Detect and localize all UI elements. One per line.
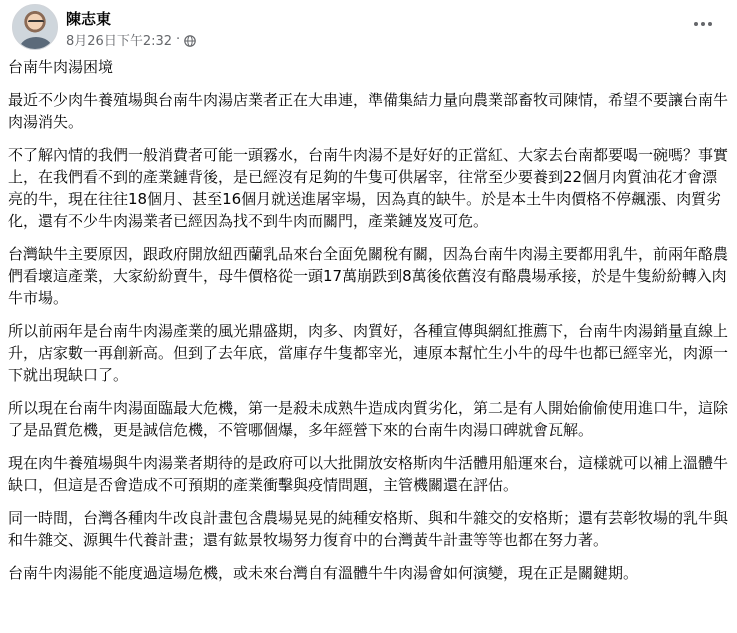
more-dots-icon	[693, 21, 713, 27]
post-paragraph: 同一時間，台灣各種肉牛改良計畫包含農場晃晃的純種安格斯、與和牛雜交的安格斯；還有芸彰牧場的乳牛與和牛雜交、源興牛代養計畫；還有鈜景牧場努力復育中的台灣黃牛計畫等等也都在努力著。	[8, 509, 729, 549]
post-paragraph: 台南牛肉湯能不能度過這場危機，或未來台灣自有溫體牛牛肉湯會如何演變，現在正是關鍵期。	[8, 564, 639, 582]
post-header	[8, 0, 729, 56]
avatar-shoulders	[20, 37, 52, 50]
post-meta	[66, 30, 196, 49]
more-options-button[interactable]	[685, 6, 721, 42]
post-paragraph: 台灣缺牛主要原因，跟政府開放紐西蘭乳品來台全面免關稅有關，因為台南牛肉湯主要都用乳牛，前兩年酪農們看壞這產業，大家紛紛賣牛，母牛價格從一頭17萬崩跌到8萬後依舊沒有酪農場承接，於是牛隻紛紛轉入肉牛市場。	[8, 245, 729, 307]
post-timestamp[interactable]: 8月26日下午2:32	[66, 34, 173, 49]
avatar-glasses	[28, 20, 44, 27]
meta-separator: ·	[176, 32, 181, 47]
post-paragraph-title: 台南牛肉湯困境	[8, 58, 114, 76]
post-paragraph: 最近不少肉牛養殖場與台南牛肉湯店業者正在大串連，準備集結力量向農業部畜牧司陳情，希望不要讓台南牛肉湯消失。	[8, 91, 729, 131]
post-paragraph: 不了解內情的我們一般消費者可能一頭霧水，台南牛肉湯不是好好的正當紅、大家去台南都要喝一碗嗎？事實上，在我們看不到的產業鏈背後，是已經沒有足夠的牛隻可供屠宰，往常至少要養到22個月肉質油花才會漂亮的牛，現在往往18個月、甚至16個月就送進屠宰場，因為真的缺牛。於是本土牛肉價格不停飆漲、肉質劣化，還有不少牛肉湯業者已經因為找不到牛肉而關門，產業鏈岌岌可危。	[8, 146, 729, 230]
post-paragraph: 現在肉牛養殖場與牛肉湯業者期待的是政府可以大批開放安格斯肉牛活體用船運來台，這樣就可以補上溫體牛缺口，但這是否會造成不可預期的產業衝擊與疫情問題，主管機關還在評估。	[8, 454, 729, 494]
post-paragraph: 所以現在台南牛肉湯面臨最大危機，第一是殺未成熟牛造成肉質劣化，第二是有人開始偷偷使用進口牛，這除了是品質危機，更是誠信危機，不管哪個爆，多年經營下來的台南牛肉湯口碑就會瓦解。	[8, 399, 729, 439]
globe-icon[interactable]	[184, 35, 196, 47]
post-body	[8, 56, 729, 584]
post-paragraph: 所以前兩年是台南牛肉湯產業的風光鼎盛期，肉多、肉質好，各種宣傳與網紅推薦下，台南牛肉湯銷量直線上升，店家數一再創新高。但到了去年底，當庫存牛隻都宰光，連原本幫忙生小牛的母牛也都已經宰光，肉源一下就出現缺口了。	[8, 322, 729, 384]
avatar[interactable]	[12, 4, 58, 50]
author-name[interactable]: 陳志東	[66, 10, 112, 28]
